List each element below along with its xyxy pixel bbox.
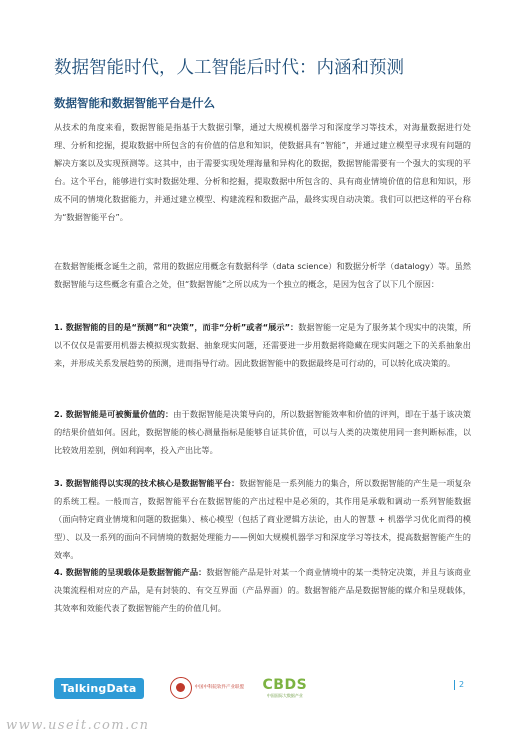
reason-1-body: 数据智能一定是为了服务某个现实中的决策，所以不仅仅是需要用机器去模拟现实数据、抽象现实问题，还需要进一步用数据将隐藏在现实问题之下的关系抽象出来，并形成关系发展趋势的预测，进而指导行动。因此数据智能中的数据最终是可行动的，可以转化成决策的。	[54, 322, 471, 368]
intro-paragraph: 从技术的角度来看，数据智能是指基于大数据引擎，通过大规模机器学习和深度学习等技术，对海量数据进行处理、分析和挖掘，提取数据中所包含的有价值的信息和知识，使数据具有“智能”，并通过建立模型寻求现有问题的解决方案以及实现预测等。这其中，由于需要实现处理海量和异构化的数据，数据智能需要有一个强大的实现的平台。这个平台，能够进行实时数据处理、分析和挖掘，提取数据中所包含的、具有商业情境价值的信息和知识，形成不同的情境化数据能力，并通过建立模型、构建流程和数据产品，最终实现自动决策。我们可以把这样的平台称为“数据智能平台”。	[54, 122, 471, 222]
reason-4-body: 数据智能产品是针对某一个商业情境中的某一类特定决策，并且与该商业决策流程相对应的产品，是有封装的、有交互界面（产品界面）的。数据智能产品是数据智能的媒介和呈现载体，其效率和效能代表了数据智能产生的价值几何。	[54, 567, 471, 613]
page-title: 数据智能时代，人工智能后时代：内涵和预测	[54, 58, 404, 78]
reason-3-body: 数据智能是一系列能力的集合，所以数据智能的产生是一项复杂的系统工程。一般而言，数据智能平台在数据智能的产出过程中是必须的，其作用是承载和调动一系列智能数据（面向特定商业情境和问题的数据集）、核心模型（包括了商业逻辑方法论，由人的智慧 + 机器学习优化而得的模型）、以及一系列的面向不同情境的数据处理能力——例如大规模机器学习和深度学习等技术，提高数据智能产生的效率。	[54, 478, 471, 560]
reason-4-paragraph	[54, 563, 471, 617]
reason-4-lead: 4. 数据智能的呈现载体是数据智能产品：	[54, 567, 207, 577]
cbds-logo-mark: CBDS	[262, 676, 308, 693]
watermark: www.useit.com.cn	[6, 718, 150, 733]
reason-3-lead: 3. 数据智能得以实现的技术核心是数据智能平台：	[54, 478, 240, 488]
talkingdata-logo: TalkingData	[54, 678, 144, 699]
seal-logo-icon	[170, 677, 192, 699]
reason-1-paragraph	[54, 318, 471, 372]
concept-paragraph: 在数据智能概念诞生之前，常用的数据应用概念有数据科学（data science）和数据分析学（datalogy）等。虽然数据智能与这些概念有重合之处，但“数据智能”之所以成为一个独立的概念，是因为包含了以下几个原因：	[54, 261, 471, 289]
reason-3-paragraph	[54, 474, 471, 564]
footer-logos	[54, 676, 307, 700]
reason-2-lead: 2. 数据智能是可被衡量价值的：	[54, 409, 174, 419]
reason-1-lead: 1. 数据智能的目的是“预测”和“决策”，而非“分析”或者“展示”：	[54, 322, 299, 332]
cbds-logo-subtitle: 中国国际大数据产业	[266, 692, 303, 698]
cbds-logo	[263, 678, 308, 699]
reason-2-body: 由于数据智能是决策导向的，所以数据智能效率和价值的评判，即在于基于该决策的结果价值如何。因此，数据智能的核心测量指标是能够自证其价值，可以与人类的决策使用同一套判断标准，以比较效用差别，例如利润率，投入产出比等。	[54, 409, 471, 455]
seal-logo-text: 中国中科院软件产业联盟	[194, 685, 245, 690]
reason-2-paragraph	[54, 405, 471, 459]
section-heading: 数据智能和数据智能平台是什么	[54, 96, 215, 110]
page-number: 2	[454, 680, 464, 690]
